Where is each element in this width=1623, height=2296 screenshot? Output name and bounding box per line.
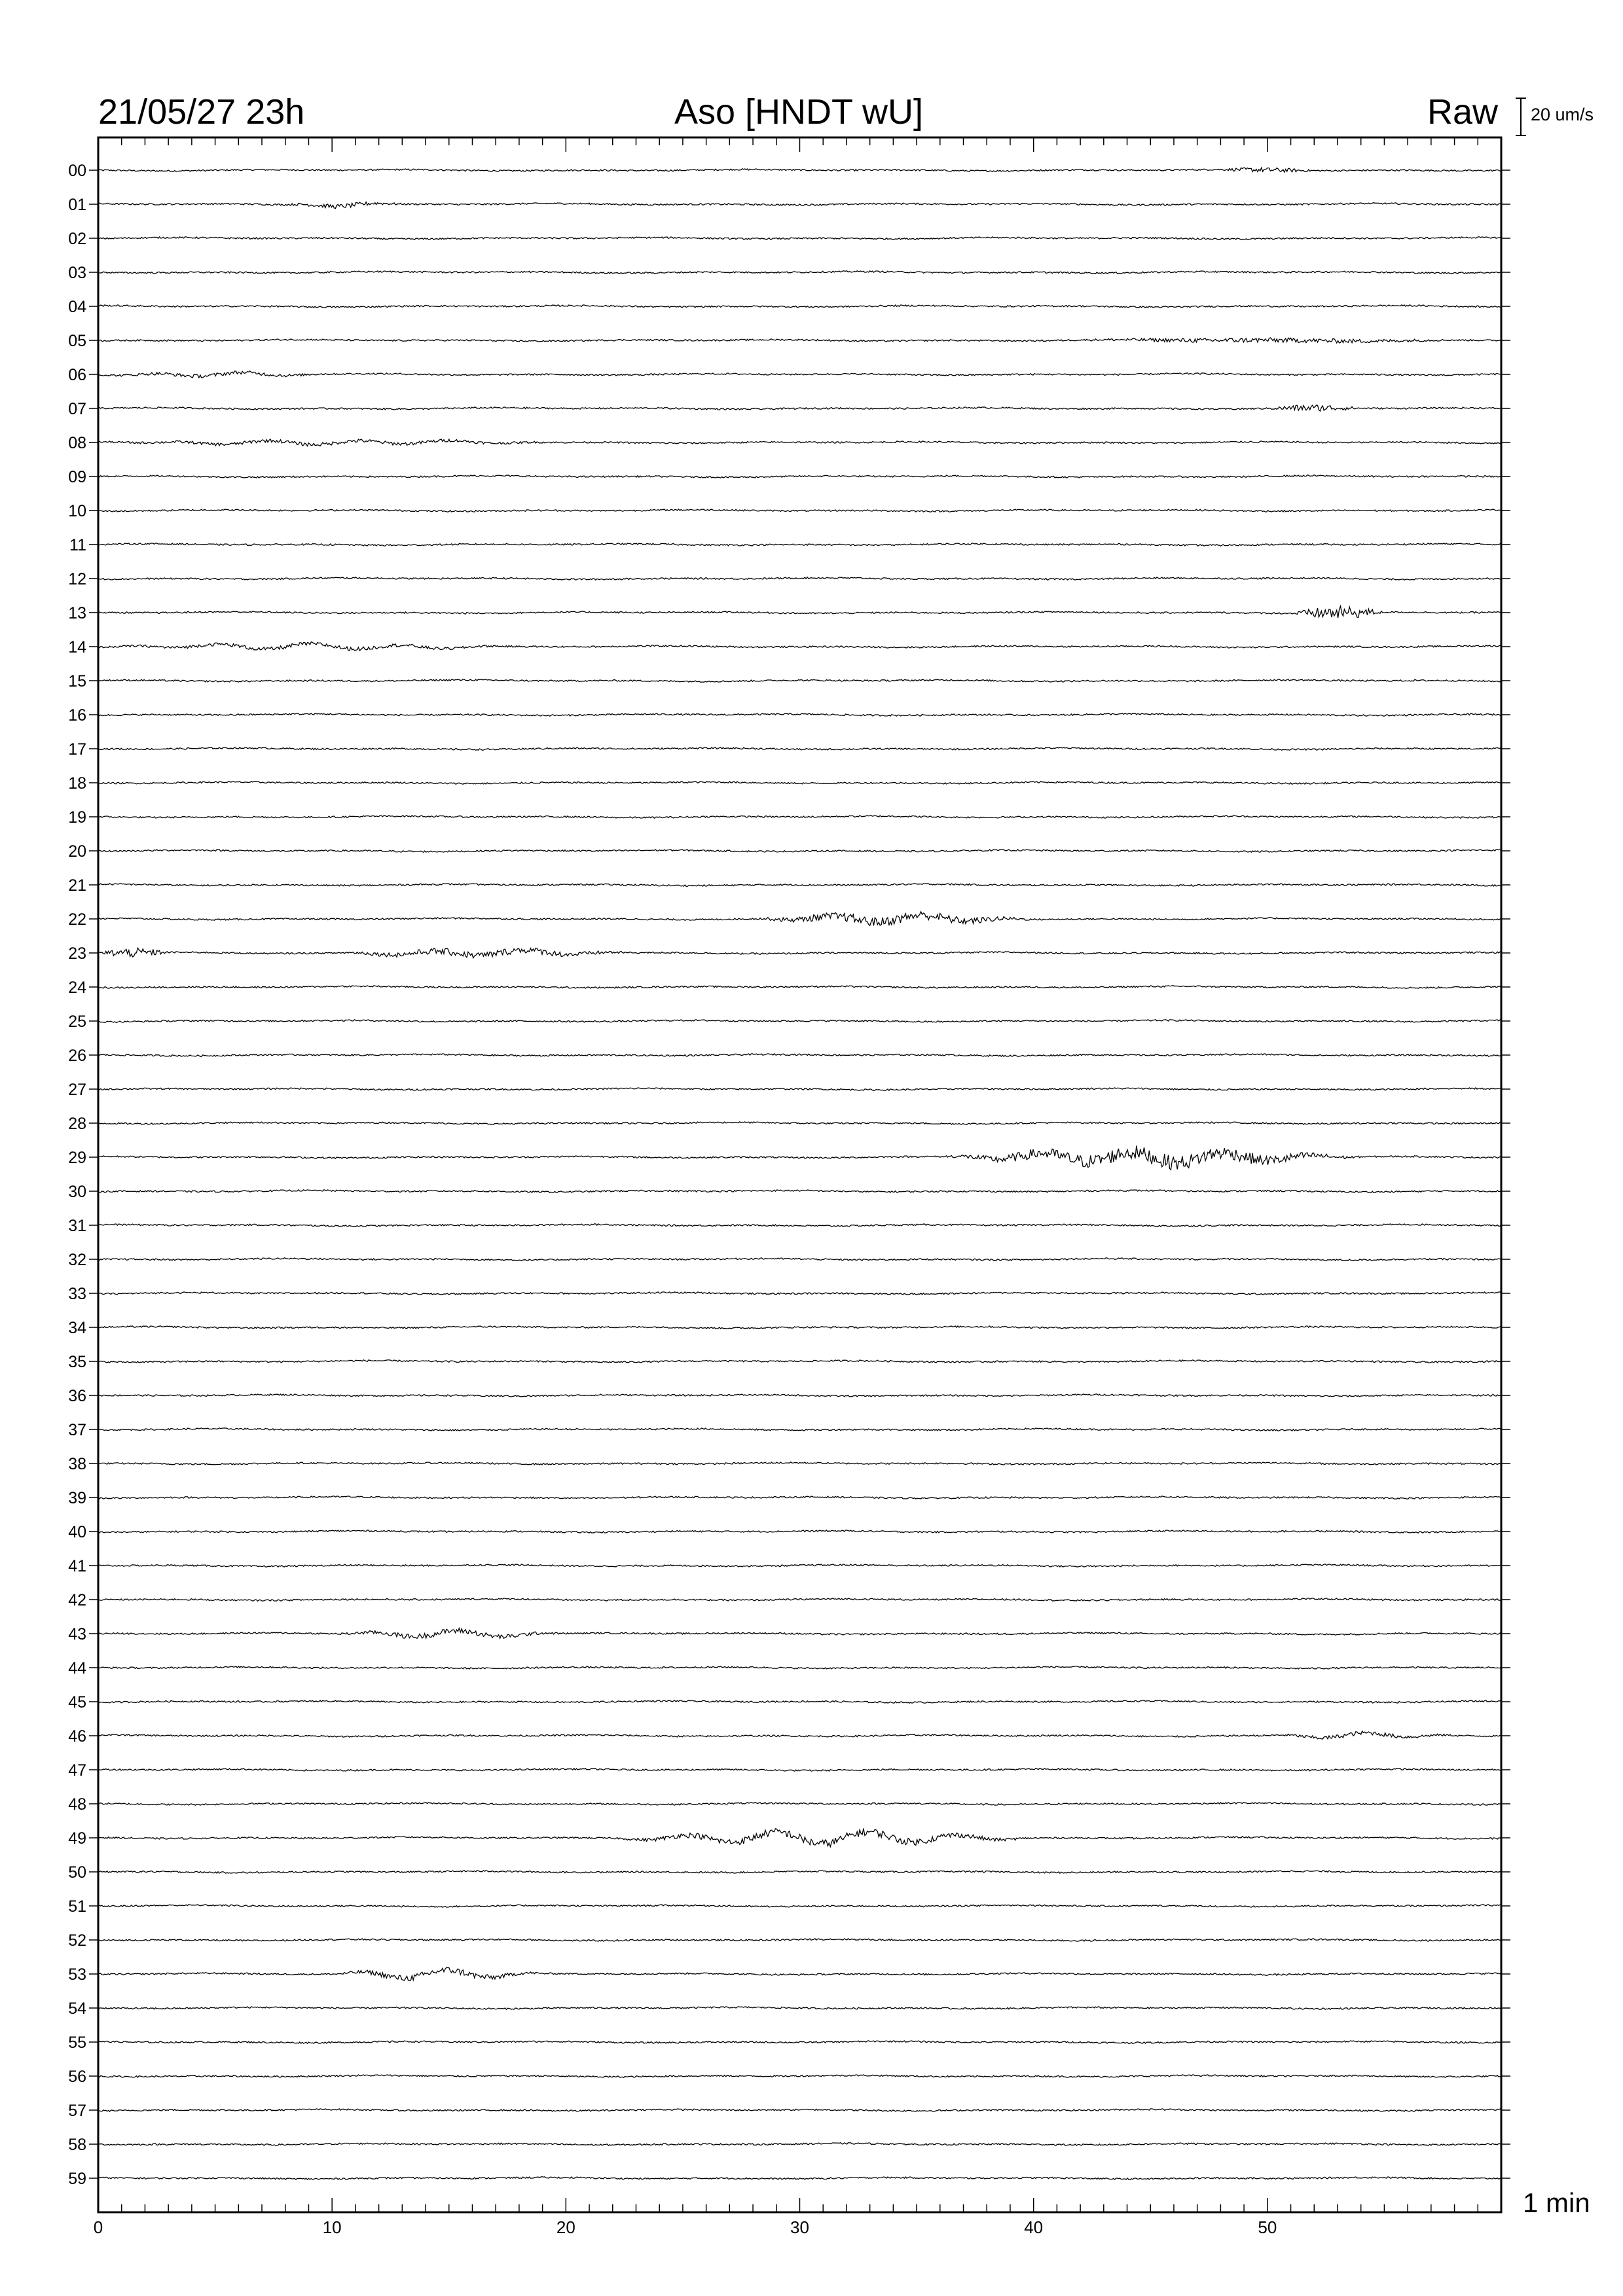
row-label: 59	[68, 2170, 86, 2188]
row-label: 51	[68, 1897, 86, 1916]
trace-line	[98, 713, 1501, 716]
row-label: 57	[68, 2102, 86, 2120]
trace-line	[98, 1394, 1501, 1397]
time-unit-label: 1 min	[1523, 2187, 1590, 2218]
row-label: 39	[68, 1489, 86, 1507]
trace-line	[98, 1292, 1501, 1295]
row-label: 33	[68, 1285, 86, 1303]
trace-line	[98, 1768, 1501, 1771]
trace-line	[98, 1020, 1501, 1023]
trace-line	[98, 606, 1501, 618]
trace-line	[98, 679, 1501, 682]
row-label: 01	[68, 196, 86, 214]
row-label: 16	[68, 706, 86, 725]
trace-line	[98, 1190, 1501, 1193]
trace-line	[98, 1598, 1501, 1602]
row-label: 52	[68, 1931, 86, 1950]
row-label: 06	[68, 366, 86, 384]
row-label: 45	[68, 1693, 86, 1712]
row-label: 08	[68, 434, 86, 452]
trace-line	[98, 475, 1501, 478]
trace-line	[98, 1628, 1501, 1639]
trace-line	[98, 747, 1501, 750]
trace-line	[98, 1146, 1501, 1170]
trace-line	[98, 1564, 1501, 1567]
row-label: 26	[68, 1047, 86, 1065]
trace-line	[98, 1122, 1501, 1124]
row-label: 04	[68, 298, 86, 316]
row-label: 54	[68, 2000, 86, 2018]
row-label: 18	[68, 774, 86, 793]
row-label: 43	[68, 1625, 86, 1643]
trace-line	[98, 509, 1501, 512]
row-label: 09	[68, 468, 86, 486]
x-tick-label: 50	[1258, 2217, 1277, 2237]
seismic-traces	[98, 168, 1501, 2179]
row-label: 07	[68, 400, 86, 418]
row-label: 41	[68, 1557, 86, 1575]
row-label: 11	[69, 536, 86, 554]
row-label: 42	[68, 1591, 86, 1609]
trace-line	[98, 986, 1501, 988]
x-tick-label: 10	[322, 2217, 342, 2237]
trace-line	[98, 237, 1501, 240]
row-label: 37	[68, 1421, 86, 1439]
amplitude-scale-label: 20 um/s	[1531, 105, 1594, 124]
trace-line	[98, 1360, 1501, 1363]
row-label: 35	[68, 1353, 86, 1371]
row-label: 12	[68, 570, 86, 588]
row-label: 49	[68, 1829, 86, 1848]
row-label: 56	[68, 2068, 86, 2086]
row-label: 27	[68, 1081, 86, 1099]
trace-line	[98, 1258, 1501, 1261]
row-label: 19	[68, 808, 86, 827]
trace-line	[98, 305, 1501, 308]
time-axis-labels	[94, 2217, 1277, 2237]
trace-line	[98, 850, 1501, 852]
row-label: 53	[68, 1965, 86, 1984]
trace-line	[98, 1462, 1501, 1465]
row-labels	[68, 162, 1510, 2188]
row-label: 46	[68, 1727, 86, 1746]
row-label: 02	[68, 230, 86, 248]
trace-line	[98, 1829, 1501, 1847]
processing-mode: Raw	[1427, 92, 1499, 132]
trace-line	[98, 1967, 1501, 1981]
row-label: 15	[68, 672, 86, 691]
trace-line	[98, 1700, 1501, 1704]
trace-line	[98, 1731, 1501, 1739]
trace-line	[98, 1224, 1501, 1227]
trace-line	[98, 439, 1501, 446]
x-tick-label: 40	[1024, 2217, 1044, 2237]
row-label: 31	[68, 1217, 86, 1235]
trace-line	[98, 1530, 1501, 1534]
row-label: 47	[68, 1761, 86, 1780]
row-label: 40	[68, 1523, 86, 1541]
trace-line	[98, 2109, 1501, 2111]
row-label: 05	[68, 332, 86, 350]
row-label: 14	[68, 638, 86, 656]
trace-line	[98, 1326, 1501, 1329]
trace-line	[98, 543, 1501, 546]
row-label: 34	[68, 1319, 86, 1337]
trace-line	[98, 338, 1501, 343]
row-label: 25	[68, 1013, 86, 1031]
row-label: 22	[68, 910, 86, 929]
row-label: 32	[68, 1251, 86, 1269]
row-label: 21	[68, 876, 86, 895]
row-label: 17	[68, 740, 86, 759]
trace-line	[98, 884, 1501, 887]
trace-line	[98, 1905, 1501, 1907]
station-title: Aso [HNDT wU]	[674, 92, 924, 132]
row-label: 13	[68, 604, 86, 622]
trace-line	[98, 912, 1501, 925]
trace-line	[98, 2041, 1501, 2043]
row-label: 20	[68, 842, 86, 861]
trace-line	[98, 2177, 1501, 2180]
row-label: 29	[68, 1149, 86, 1167]
trace-line	[98, 1088, 1501, 1090]
row-label: 38	[68, 1455, 86, 1473]
row-label: 36	[68, 1387, 86, 1405]
row-label: 10	[68, 502, 86, 520]
row-label: 48	[68, 1795, 86, 1814]
trace-line	[98, 371, 1501, 378]
time-axis-ticks	[98, 137, 1501, 2212]
row-label: 23	[68, 944, 86, 963]
trace-line	[98, 816, 1501, 818]
trace-line	[98, 2007, 1501, 2009]
x-tick-label: 20	[556, 2217, 575, 2237]
trace-line	[98, 271, 1501, 274]
row-label: 30	[68, 1183, 86, 1201]
trace-line	[98, 1871, 1501, 1873]
trace-line	[98, 405, 1501, 411]
record-date-hour: 21/05/27 23h	[98, 92, 305, 132]
trace-line	[98, 781, 1501, 784]
trace-line	[98, 1666, 1501, 1669]
row-label: 50	[68, 1863, 86, 1882]
row-label: 24	[68, 978, 86, 997]
x-tick-label: 0	[93, 2217, 103, 2237]
x-tick-label: 30	[790, 2217, 809, 2237]
trace-line	[98, 1496, 1501, 1499]
trace-line	[98, 1803, 1501, 1805]
trace-line	[98, 168, 1501, 172]
row-label: 28	[68, 1115, 86, 1133]
row-label: 00	[68, 162, 86, 180]
plot-frame	[98, 137, 1501, 2212]
trace-line	[98, 948, 1501, 958]
trace-line	[98, 2075, 1501, 2077]
row-label: 44	[68, 1659, 86, 1677]
trace-line	[98, 1428, 1501, 1431]
trace-line	[98, 2143, 1501, 2146]
scale-bar-icon	[1516, 98, 1526, 135]
trace-line	[98, 1939, 1501, 1941]
row-label: 58	[68, 2136, 86, 2154]
trace-line	[98, 642, 1501, 651]
row-label: 03	[68, 264, 86, 282]
trace-line	[98, 577, 1501, 580]
trace-line	[98, 1054, 1501, 1056]
trace-line	[98, 202, 1501, 209]
row-label: 55	[68, 2034, 86, 2052]
